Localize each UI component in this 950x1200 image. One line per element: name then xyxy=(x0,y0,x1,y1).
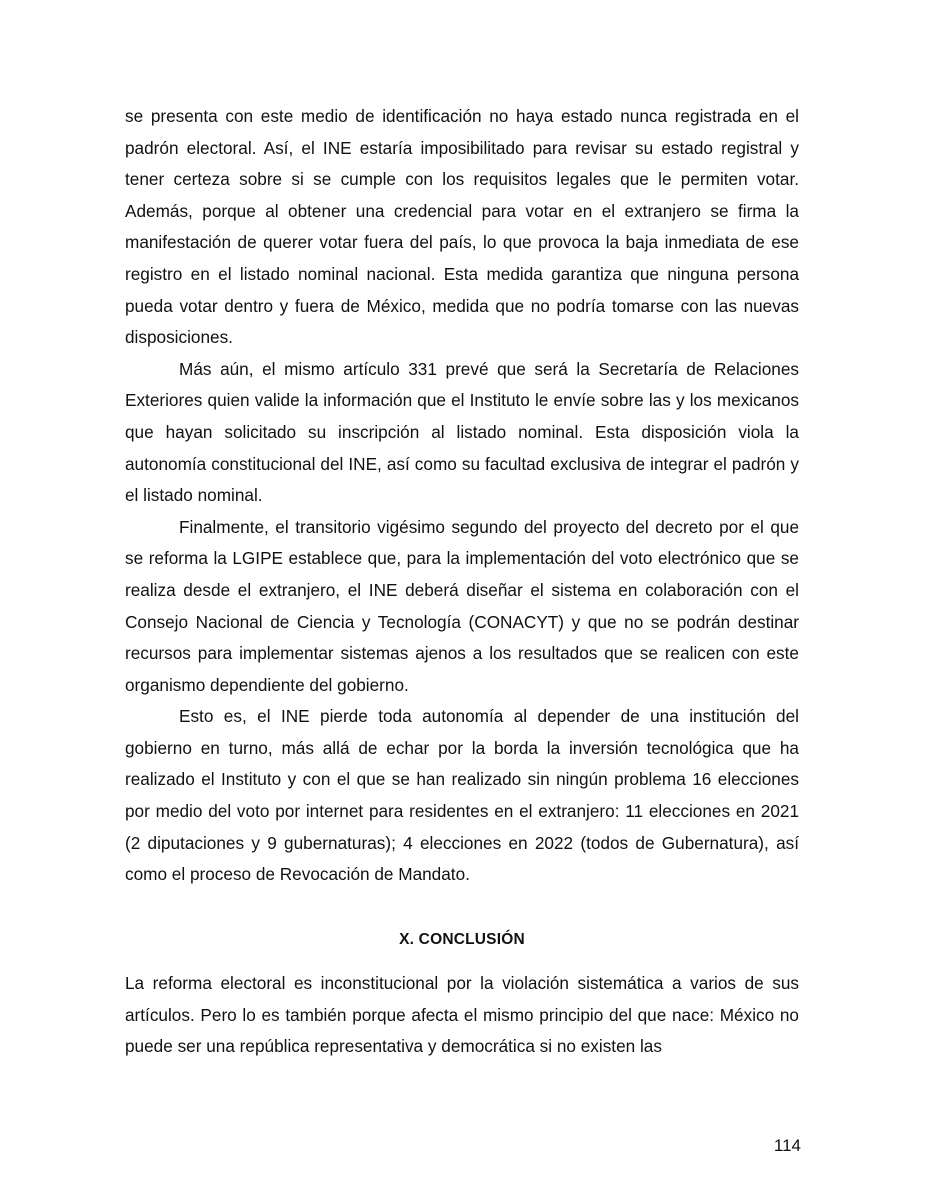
paragraph-continuation: se presenta con este medio de identificación no haya estado nunca registrada en el padrón electoral. Así, el INE estaría imposibilitado para revisar su estado registral y tener certeza sobre si se cumple con los requisitos legales que le permiten votar. Además, porque al obtener una credencial para votar en el extranjero se firma la manifestación de querer votar fuera del país, lo que provoca la baja inmediata de ese registro en el listado nominal nacional. Esta medida garantiza que ninguna persona pueda votar dentro y fuera de México, medida que no podría tomarse con las nuevas disposiciones. xyxy=(125,106,799,348)
paragraph-conclusion: La reforma electoral es inconstitucional por la violación sistemática a varios de sus artículos. Pero lo es también porque afecta el mismo principio del que nace: México no puede ser una república representativa y democrática si no existen las xyxy=(125,973,799,1057)
paragraph-article-331: Más aún, el mismo artículo 331 prevé que será la Secretaría de Relaciones Exteriores quien valide la información que el Instituto le envíe sobre las y los mexicanos que hayan solicitado su inscripción al listado nominal. Esta disposición viola la autonomía constitucional del INE, así como su facultad exclusiva de integrar el padrón y el listado nominal. xyxy=(125,358,799,506)
conclusion-text xyxy=(125,968,799,1063)
body-text xyxy=(125,101,799,891)
section-heading: X. CONCLUSIÓN xyxy=(399,931,525,948)
paragraph-transitorio: Finalmente, el transitorio vigésimo segundo del proyecto del decreto por el que se reforma la LGIPE establece que, para la implementación del voto electrónico que se realiza desde el extranjero, el INE deberá diseñar el sistema en colaboración con el Consejo Nacional de Ciencia y Tecnología (CONACYT) y que no se podrán destinar recursos para implementar sistemas ajenos a los resultados que se realicen con este organismo dependiente del gobierno. xyxy=(125,516,799,695)
page-number: 114 xyxy=(773,1136,801,1155)
paragraph-autonomy: Esto es, el INE pierde toda autonomía al depender de una institución del gobierno en turno, más allá de echar por la borda la inversión tecnológica que ha realizado el Instituto y con el que se han realizado sin ningún problema 16 elecciones por medio del voto por internet para residentes en el extranjero: 11 elecciones en 2021 (2 diputaciones y 9 gubernaturas); 4 elecciones en 2022 (todos de Gubernatura), así como el proceso de Revocación de Mandato. xyxy=(125,706,799,885)
